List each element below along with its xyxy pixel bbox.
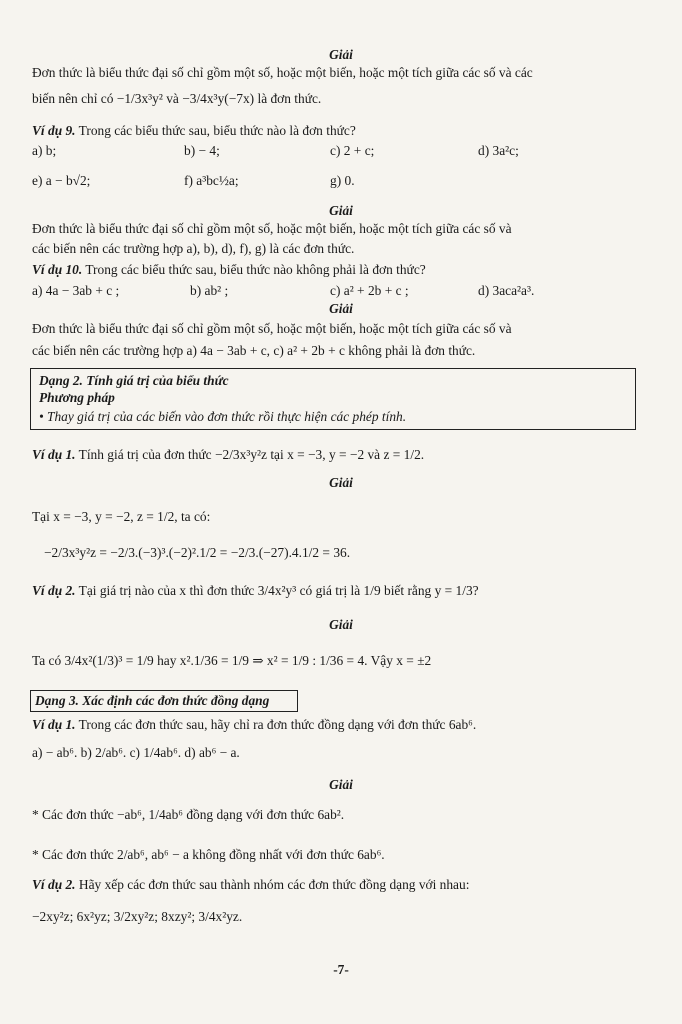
example-10-question: [32, 261, 642, 279]
paragraph-line: các biến nên các trường hợp a), b), d), f), g) là các đơn thức.: [32, 241, 355, 256]
method-label: Phương pháp: [39, 390, 115, 405]
option-d: d) 3a²c;: [478, 143, 519, 158]
solution-line: * Các đơn thức 2/ab⁶, ab⁶ − a không đồng nhất với đơn thức 6ab⁶.: [32, 847, 385, 862]
example-question: Hãy xếp các đơn thức sau thành nhóm các đơn thức đồng dạng với nhau:: [78, 877, 470, 892]
page-number: -7-: [333, 962, 349, 977]
solution-heading: Giải: [329, 47, 353, 62]
solution-line: * Các đơn thức −ab⁶, 1/4ab⁶ đồng dạng với đơn thức 6ab².: [32, 807, 345, 822]
paragraph-line: các biến nên các trường hợp a) 4a − 3ab + c, c) a² + 2b + c không phải là đơn thức.: [32, 343, 476, 358]
solution-heading: Giải: [329, 475, 353, 490]
option-b: b) − 4;: [184, 143, 220, 158]
example-question: Tại giá trị nào của x thì đơn thức 3/4x²y³ có giá trị là 1/9 biết rằng y = 1/3?: [78, 583, 479, 598]
solution-line: Tại x = −3, y = −2, z = 1/2, ta có:: [32, 509, 211, 524]
example-question-line: [32, 582, 642, 600]
example-question: Trong các biểu thức sau, biểu thức nào không phải là đơn thức?: [85, 262, 426, 277]
option-b: b) ab² ;: [190, 283, 229, 298]
solution-equation: Ta có 3/4x²(1/3)³ = 1/9 hay x².1/36 = 1/9 ⇒ x² = 1/9 : 1/36 = 4. Vậy x = ±2: [32, 653, 432, 668]
section-title: Dạng 3. Xác định các đơn thức đồng dạng: [35, 693, 270, 708]
solution-equation: −2/3x³y²z = −2/3.(−3)³.(−2)².1/2 = −2/3.(−27).4.1/2 = 36.: [44, 545, 351, 560]
solution-heading: Giải: [329, 777, 353, 792]
example-question: Tính giá trị của đơn thức −2/3x³y²z tại x = −3, y = −2 và z = 1/2.: [78, 447, 425, 462]
monomial-list: −2xy²z; 6x²yz; 3/2xy²z; 8xzy²; 3/4x²yz.: [32, 909, 243, 924]
example-label: Ví dụ 2.: [32, 583, 76, 598]
method-bullet: • Thay giá trị của các biến vào đơn thức rồi thực hiện các phép tính.: [39, 409, 407, 424]
example-label: Ví dụ 2.: [32, 877, 76, 892]
example-question-line: [32, 716, 642, 734]
option-e: e) a − b√2;: [32, 173, 91, 188]
paragraph-line: Đơn thức là biểu thức đại số chỉ gồm một số, hoặc một biến, hoặc một tích giữa các số và: [32, 221, 512, 236]
example-question-line: [32, 446, 642, 464]
solution-heading: Giải: [329, 617, 353, 632]
options-line: a) − ab⁶. b) 2/ab⁶. c) 1/4ab⁶. d) ab⁶ − a.: [32, 745, 240, 760]
example-label: Ví dụ 9.: [32, 123, 76, 138]
example-label: Ví dụ 1.: [32, 447, 76, 462]
paragraph-line: biến nên chỉ có −1/3x³y² và −3/4x³y(−7x) là đơn thức.: [32, 91, 322, 106]
option-f: f) a³bc½a;: [184, 173, 239, 188]
option-a: a) 4a − 3ab + c ;: [32, 283, 120, 298]
method-box: [30, 368, 636, 430]
example-question: Trong các biểu thức sau, biểu thức nào là đơn thức?: [78, 123, 356, 138]
paragraph-line: Đơn thức là biểu thức đại số chỉ gồm một số, hoặc một biến, hoặc một tích giữa các số và: [32, 321, 512, 336]
option-d: d) 3aca²a³.: [478, 283, 535, 298]
option-c: c) a² + 2b + c ;: [330, 283, 409, 298]
option-g: g) 0.: [330, 173, 355, 188]
section-3-box: [30, 690, 298, 712]
example-question: Trong các đơn thức sau, hãy chỉ ra đơn thức đồng dạng với đơn thức 6ab⁶.: [78, 717, 477, 732]
paragraph-line: Đơn thức là biểu thức đại số chỉ gồm một số, hoặc một biến, hoặc một tích giữa các số và các: [32, 65, 533, 80]
option-a: a) b;: [32, 143, 57, 158]
example-question-line: [32, 876, 642, 894]
example-9-question: [32, 122, 642, 140]
solution-heading: Giải: [329, 301, 353, 316]
section-title: Dạng 2. Tính giá trị của biểu thức: [39, 373, 229, 388]
example-label: Ví dụ 10.: [32, 262, 83, 277]
example-label: Ví dụ 1.: [32, 717, 76, 732]
solution-heading: Giải: [329, 203, 353, 218]
option-c: c) 2 + c;: [330, 143, 375, 158]
